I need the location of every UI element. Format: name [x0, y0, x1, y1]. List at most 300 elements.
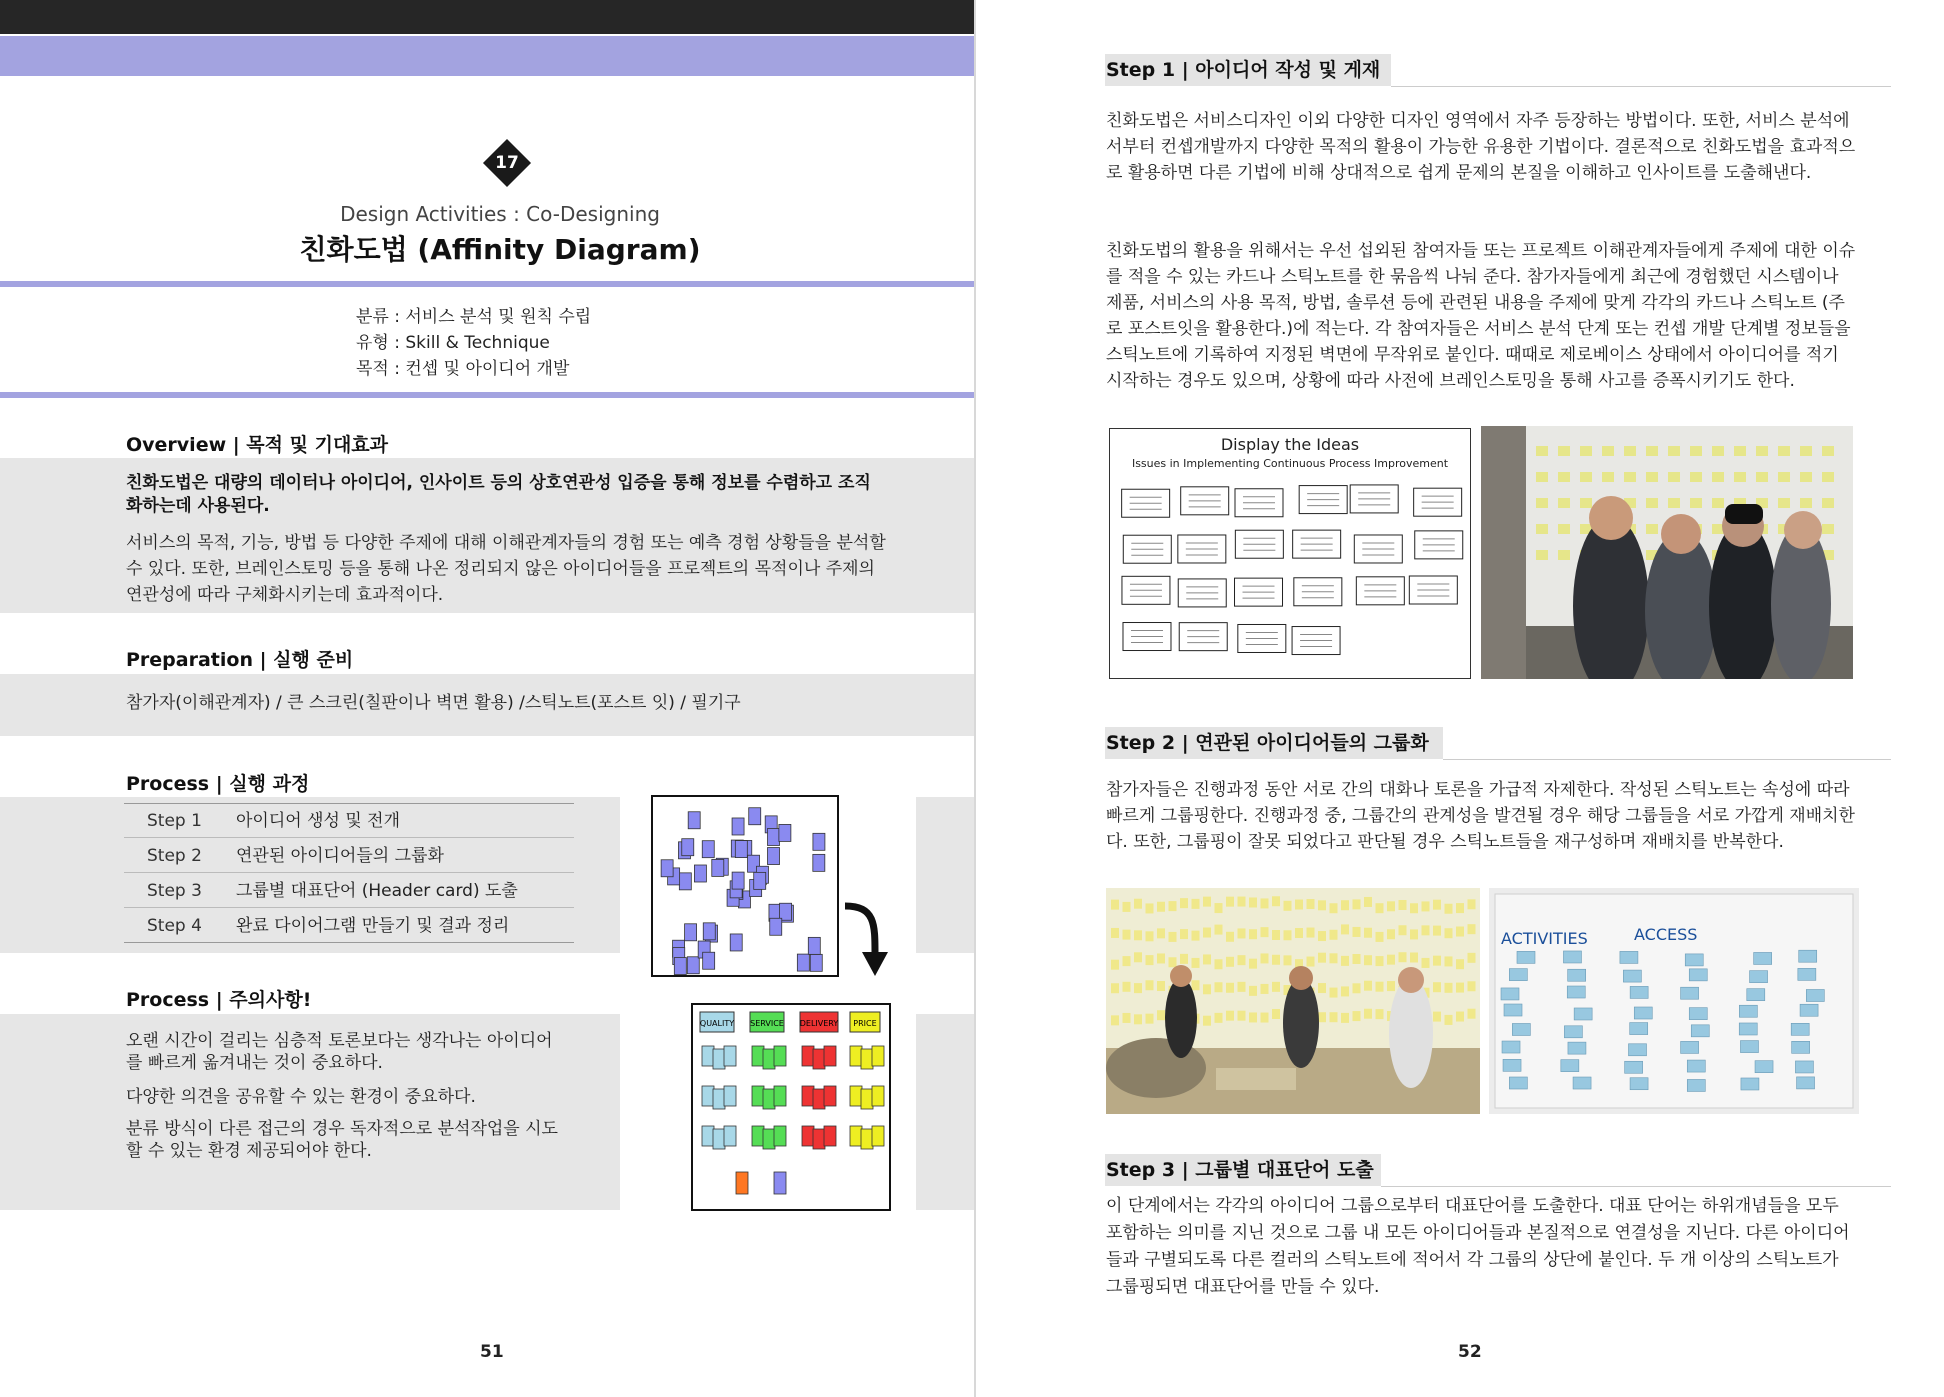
sticky-note [1445, 956, 1453, 966]
sticky-note [1504, 1004, 1522, 1016]
sticky-note [1180, 929, 1188, 939]
step3-paragraph: 이 단계에서는 각각의 아이디어 그룹으로부터 대표단어를 도출한다. 대표 단어는 하위개념들을 모두 포함하는 의미를 지닌 것으로 그룹 내 모든 아이디어들과 본질적으로 연결성을 지닌다. 다른 아이디어들과 구별되도록 다른 컬러의 스틱노트에 적어서 각 그룹의 상단에 붙인다. 두 개 이상의 스틱노트가 그룹핑되면 대표단어를 만들 수 있다. [1106, 1196, 1850, 1297]
sticky-note [1353, 927, 1361, 937]
sticky-note [1689, 1008, 1707, 1020]
step-number: Step 3 [147, 881, 202, 901]
step-number: Step 4 [147, 916, 202, 936]
sticky-note [1558, 524, 1570, 534]
heading-rule [1391, 86, 1891, 87]
sticky-note [1568, 1042, 1586, 1054]
sticky-note [1318, 931, 1326, 941]
sticky-note [1754, 952, 1772, 964]
sticky-note [1517, 951, 1535, 963]
sticky-note [802, 1126, 814, 1146]
sticky-note [1646, 498, 1658, 508]
sticky-note [1822, 524, 1834, 534]
sticky-note [1755, 1061, 1773, 1073]
sticky-note [1456, 983, 1464, 993]
sticky-note [1146, 931, 1154, 941]
sticky-note [1284, 901, 1292, 911]
sticky-note [813, 1129, 825, 1149]
step-number: Step 1 [147, 811, 202, 831]
process-step-3 [124, 874, 574, 908]
sticky-note [1215, 1013, 1223, 1023]
sticky-note [674, 958, 686, 975]
sticky-note [1249, 929, 1257, 939]
heading-rule [1381, 1186, 1891, 1187]
sticky-note [1238, 928, 1246, 938]
sticky-note [1341, 956, 1349, 966]
sticky-note [1512, 1023, 1530, 1035]
sticky-note [1272, 930, 1280, 940]
sticky-note [1580, 498, 1592, 508]
process-step-2 [124, 839, 574, 873]
sticky-note [1261, 1013, 1269, 1023]
arrow-head-icon [862, 952, 888, 976]
grouping-session-photo [1106, 888, 1480, 1114]
sticky-note [1364, 981, 1372, 991]
sticky-note [1261, 984, 1269, 994]
sticky-note [735, 841, 747, 858]
overview-summary: 친화도법은 대량의 데이터나 아이디어, 인사이트 등의 상호연관성 입증을 통해 정보를 수렴하고 조직화하는데 사용된다. [126, 473, 871, 516]
sticky-note [1399, 925, 1407, 935]
sticky-note [872, 1086, 884, 1106]
sticky-note [1630, 1078, 1648, 1090]
sticky-note [1689, 969, 1707, 981]
sticky-note [1422, 958, 1430, 968]
arrow-icon [845, 906, 875, 954]
sticky-note [1456, 1012, 1464, 1022]
sticky-note [1364, 897, 1372, 907]
sticky-note [1215, 959, 1223, 969]
heading-rule [1443, 759, 1891, 760]
sticky-note [1307, 899, 1315, 909]
sticky-note [1376, 956, 1384, 966]
sticky-note [724, 1086, 736, 1106]
page-number: 52 [1458, 1342, 1482, 1362]
sticky-note [1387, 901, 1395, 911]
sticky-note [1399, 900, 1407, 910]
step1-heading: Step 1 | 아이디어 작성 및 게재 [1105, 54, 1391, 86]
sticky-note [1134, 899, 1142, 909]
caution-item-1: 오랜 시간이 걸리는 심층적 토론보다는 생각나는 아이디어를 빠르게 옮겨내는 것이 중요하다. [126, 1031, 553, 1073]
step-number: Step 2 [147, 846, 202, 866]
sticky-note [1261, 898, 1269, 908]
sticky-note [1238, 982, 1246, 992]
sticky-note [702, 841, 714, 858]
sticky-note [1249, 986, 1257, 996]
sticky-note [1295, 928, 1303, 938]
sticky-note [1433, 1012, 1441, 1022]
sticky-note [1192, 899, 1200, 909]
sticky-note [802, 1046, 814, 1066]
sticky-note [1712, 446, 1724, 456]
sticky-note [1690, 446, 1702, 456]
sticky-note [1123, 956, 1131, 966]
sticky-note [824, 1086, 836, 1106]
sticky-note [1261, 927, 1269, 937]
sticky-note [1134, 983, 1142, 993]
sticky-note [813, 1089, 825, 1109]
sticky-note [850, 1126, 862, 1146]
access-label: ACCESS [1634, 925, 1698, 944]
step-label: 아이디어 생성 및 전개 [236, 811, 401, 831]
sticky-note [1681, 1041, 1699, 1053]
meta-purpose: 목적 : 컨셉 및 아이디어 개발 [356, 359, 570, 379]
sticky-note [1747, 989, 1765, 1001]
sticky-note [767, 848, 779, 865]
cautions-panel-right [916, 1014, 974, 1210]
affinity-diagram-illustration [650, 794, 900, 1214]
sticky-note [1192, 958, 1200, 968]
sticky-note [749, 808, 761, 825]
sticky-note [1468, 1009, 1476, 1019]
whiteboard-groups-photo [1489, 888, 1859, 1114]
header-band [0, 36, 974, 76]
top-bar [0, 0, 974, 34]
sticky-note [1215, 982, 1223, 992]
sticky-note [1157, 928, 1165, 938]
sticky-note [1192, 980, 1200, 990]
sticky-note [1249, 897, 1257, 907]
sticky-note [724, 1126, 736, 1146]
sticky-note [1111, 900, 1119, 910]
sticky-note [1756, 472, 1768, 482]
quality-label: QUALITY [699, 1019, 735, 1028]
sticky-note [752, 1046, 764, 1066]
sticky-note [1387, 981, 1395, 991]
sticky-note [1169, 932, 1177, 942]
sticky-note [779, 824, 791, 841]
sticky-note [1261, 953, 1269, 963]
sticky-note [1558, 550, 1570, 560]
sticky-note [768, 828, 780, 845]
sticky-note [1330, 1012, 1338, 1022]
sticky-note [824, 1046, 836, 1066]
sticky-note [1468, 981, 1476, 991]
sticky-note [1791, 1023, 1809, 1035]
sticky-note [1822, 446, 1834, 456]
idea-cards [1110, 429, 1471, 679]
sticky-note [1561, 1060, 1579, 1072]
sticky-note [1169, 957, 1177, 967]
sticky-note [1330, 988, 1338, 998]
process-heading: Process | 실행 과정 [126, 773, 310, 795]
sticky-note [702, 1126, 714, 1146]
sticky-note [1536, 446, 1548, 456]
people-at-whiteboard-photo [1481, 426, 1853, 679]
caution-item-3: 분류 방식이 다른 접근의 경우 독자적으로 분석작업을 시도 할 수 있는 환경 제공되어야 한다. [126, 1119, 558, 1161]
sticky-note [1800, 1004, 1818, 1016]
sticky-note [1687, 1079, 1705, 1091]
sticky-note [1445, 983, 1453, 993]
sticky-note [1563, 951, 1581, 963]
sticky-note [1573, 1077, 1591, 1089]
sticky-note [1739, 1023, 1757, 1035]
sticky-note [1580, 446, 1592, 456]
sticky-note [872, 1126, 884, 1146]
sticky-note [1629, 1044, 1647, 1056]
sticky-note [1536, 524, 1548, 534]
sticky-note [1410, 903, 1418, 913]
sticky-note [1134, 1014, 1142, 1024]
sticky-note [1353, 954, 1361, 964]
sticky-note [1318, 983, 1326, 993]
sticky-note [1795, 1061, 1813, 1073]
sticky-note [1146, 955, 1154, 965]
sticky-note [1353, 1011, 1361, 1021]
sticky-note [1687, 1060, 1705, 1072]
sticky-note [872, 1046, 884, 1066]
figure-subtitle: Issues in Implementing Continuous Process Improvement [1131, 457, 1449, 470]
sticky-note [732, 872, 744, 889]
sticky-note [730, 934, 742, 951]
sticky-note [1146, 903, 1154, 913]
sticky-note [1558, 472, 1570, 482]
step1-paragraph-2: 친화도법의 활용을 위해서는 우선 섭외된 참여자들 또는 프로젝트 이해관계자들에게 주제에 대한 이슈를 적을 수 있는 카드나 스틱노트를 한 묶음씩 나눠 준다. 참가자들에게 최근에 경험했던 시스템이나 제품, 서비스의 사용 목적, 방법, 솔루션 등에 관련된 내용을 주제에 맞게 각각의 카드나 스틱노트 (주로 포스트잇을 활용한다.)에 적는다. 각 참여자들은 서비스 분석 단계 또는 컨셉 개발 단계별 정보들을 스틱노트에 기록하여 지정된 벽면에 무작위로 붙인다. 때때로 제로베이스 상태에서 아이디어를 적기 시작하는 경우도 있으며, 상황에 따라 사전에 브레인스토밍을 통해 사고를 증폭시키기도 한다. [1106, 241, 1856, 391]
sticky-note [1134, 952, 1142, 962]
sticky-note [1501, 988, 1519, 1000]
sticky-note [1445, 928, 1453, 938]
price-label: PRICE [853, 1019, 877, 1028]
sticky-note [802, 1086, 814, 1106]
sticky-note [752, 1126, 764, 1146]
sticky-note [774, 1046, 786, 1066]
sticky-note [1797, 1077, 1815, 1089]
sticky-note [1620, 951, 1638, 963]
sticky-note [774, 1086, 786, 1106]
sticky-note [861, 1089, 873, 1109]
sticky-note [1341, 986, 1349, 996]
right-page [976, 0, 1944, 1397]
sticky-note [1307, 928, 1315, 938]
sticky-note [1318, 1012, 1326, 1022]
sticky-note [813, 833, 825, 850]
sticky-note [1123, 902, 1131, 912]
sticky-note [1376, 932, 1384, 942]
preparation-heading: Preparation | 실행 준비 [126, 649, 354, 671]
sticky-note [1798, 968, 1816, 980]
sticky-note [861, 1049, 873, 1069]
sticky-note [1509, 969, 1527, 981]
divider [0, 281, 974, 287]
sticky-note [1445, 1015, 1453, 1025]
sticky-note [1249, 959, 1257, 969]
process-panel-right [916, 797, 974, 953]
sticky-note [1509, 1077, 1527, 1089]
sticky-note [1741, 1078, 1759, 1090]
sticky-note [1822, 472, 1834, 482]
sticky-note [732, 818, 744, 835]
sticky-note [1536, 550, 1548, 560]
chapter-number: 17 [495, 153, 519, 173]
sticky-note [1800, 498, 1812, 508]
sticky-note [1778, 472, 1790, 482]
sticky-note [1750, 971, 1768, 983]
sticky-note [1668, 498, 1680, 508]
step3-heading: Step 3 | 그룹별 대표단어 도출 [1105, 1154, 1381, 1186]
sticky-note [1422, 925, 1430, 935]
sticky-note [1203, 928, 1211, 938]
sticky-note [1215, 925, 1223, 935]
sticky-note [1602, 472, 1614, 482]
sticky-note [1799, 950, 1817, 962]
sticky-note [1778, 446, 1790, 456]
sticky-note [688, 812, 700, 829]
sticky-note [1318, 900, 1326, 910]
sticky-note [1685, 954, 1703, 966]
meta-type: 유형 : Skill & Technique [356, 333, 550, 353]
sticky-note [1111, 960, 1119, 970]
sticky-note [1646, 524, 1658, 534]
sticky-note [1690, 498, 1702, 508]
sticky-note [1739, 1005, 1757, 1017]
sticky-note [1433, 900, 1441, 910]
divider [0, 392, 974, 398]
sticky-note [1226, 983, 1234, 993]
sticky-note [1800, 446, 1812, 456]
sticky-note [1123, 1013, 1131, 1023]
sticky-note [1630, 986, 1648, 998]
sticky-note [679, 873, 691, 890]
sticky-note [1634, 1007, 1652, 1019]
sticky-note [850, 1046, 862, 1066]
sticky-note [702, 1046, 714, 1066]
sticky-note [703, 952, 715, 969]
step-label: 완료 다이어그램 만들기 및 결과 정리 [236, 916, 510, 936]
sticky-note [1123, 982, 1131, 992]
sticky-note [774, 1126, 786, 1146]
caution-item-2: 다양한 의견을 공유할 수 있는 환경이 중요하다. [126, 1087, 476, 1107]
sticky-note [1226, 957, 1234, 967]
sticky-note [1364, 955, 1372, 965]
figure-title: Display the Ideas [1220, 435, 1360, 454]
step1-paragraph-1: 친화도법은 서비스디자인 이외 다양한 디자인 영역에서 자주 등장하는 방법이다. 또한, 서비스 분석에서부터 컨셉개발까지 다양한 목적의 활용이 가능한 유용한 기법이다. 결론적으로 친화도법을 효과적으로 활용하면 다른 기법에 비해 상대적으로 쉽게 문제의 본질을 이해하고 인사이트를 도출해낸다. [1106, 111, 1856, 183]
sticky-note [1272, 955, 1280, 965]
sticky-note [1568, 969, 1586, 981]
sticky-note [1734, 446, 1746, 456]
sticky-note [1691, 1025, 1709, 1037]
sticky-note [1111, 983, 1119, 993]
page-title: 친화도법 (Affinity Diagram) [299, 233, 701, 266]
process-step-4 [124, 909, 574, 943]
sticky-note [1238, 1011, 1246, 1021]
service-label: SERVICE [750, 1019, 784, 1028]
sticky-note [810, 954, 822, 971]
sticky-note [1203, 897, 1211, 907]
sticky-note [1806, 989, 1824, 1001]
sticky-note [770, 918, 782, 935]
sticky-note [1433, 926, 1441, 936]
loose-sticky-note [736, 1172, 748, 1194]
sticky-note [1558, 446, 1570, 456]
sticky-note [1756, 446, 1768, 456]
sticky-note [1272, 896, 1280, 906]
sticky-note [1376, 903, 1384, 913]
page-number: 51 [480, 1342, 504, 1362]
sticky-note [1602, 446, 1614, 456]
sticky-note [685, 924, 697, 941]
sticky-note [1272, 982, 1280, 992]
sticky-note [1341, 900, 1349, 910]
sticky-note [1502, 1041, 1520, 1053]
sticky-note [1226, 1011, 1234, 1021]
sticky-note [1364, 928, 1372, 938]
sticky-note [1249, 1012, 1257, 1022]
sticky-note [724, 1046, 736, 1066]
sticky-note [713, 1049, 725, 1069]
sticky-note [1456, 927, 1464, 937]
sticky-note [1169, 901, 1177, 911]
sticky-note [1623, 970, 1641, 982]
sticky-note [813, 854, 825, 871]
sticky-note [1203, 1016, 1211, 1026]
sticky-note [713, 1089, 725, 1109]
sticky-note [813, 1049, 825, 1069]
sticky-note [1646, 446, 1658, 456]
sticky-note [763, 1089, 775, 1109]
sticky-note [1272, 1009, 1280, 1019]
sticky-note [712, 859, 724, 876]
sticky-note [713, 1129, 725, 1149]
sticky-note [1226, 932, 1234, 942]
sticky-note [1410, 952, 1418, 962]
sticky-note [824, 1126, 836, 1146]
sticky-note [1564, 1026, 1582, 1038]
sticky-note [1330, 903, 1338, 913]
sticky-note [1330, 953, 1338, 963]
sticky-note [754, 872, 766, 889]
sticky-note [1238, 897, 1246, 907]
sticky-note [1445, 904, 1453, 914]
overview-text: 서비스의 목적, 기능, 방법 등 다양한 주제에 대해 이해관계자들의 경험 또는 예측 경험 상황들을 분석할 수 있다. 또한, 브레인스토밍 등을 통해 나온 정리되지 않은 아이디어들을 프로젝트의 목적이나 주제의 연관성에 따라 구체화시키는데 효과적이다. [126, 533, 886, 605]
sticky-note [808, 937, 820, 954]
sticky-note [797, 954, 809, 971]
sticky-note [1800, 472, 1812, 482]
sticky-note [1353, 983, 1361, 993]
sticky-note [1157, 953, 1165, 963]
loose-sticky-note [774, 1172, 786, 1194]
sticky-note [1778, 498, 1790, 508]
sticky-note [1625, 1061, 1643, 1073]
sticky-note [1536, 498, 1548, 508]
sticky-note [1712, 472, 1724, 482]
sticky-note [1410, 929, 1418, 939]
sticky-note [1226, 897, 1234, 907]
sticky-note [1399, 952, 1407, 962]
sticky-note [1376, 1009, 1384, 1019]
sticky-note [1536, 472, 1548, 482]
sticky-note [1341, 1013, 1349, 1023]
sticky-note [661, 860, 673, 877]
step-label: 연관된 아이디어들의 그룹화 [236, 846, 444, 866]
sticky-note [1330, 930, 1338, 940]
sticky-note [1624, 472, 1636, 482]
sticky-note [1203, 954, 1211, 964]
sticky-note [1157, 902, 1165, 912]
sticky-note [1215, 903, 1223, 913]
sticky-note [687, 957, 699, 974]
sticky-note [1180, 954, 1188, 964]
sticky-note [1111, 928, 1119, 938]
sticky-note [702, 1086, 714, 1106]
sticky-note [1792, 1041, 1810, 1053]
sticky-note [1558, 498, 1570, 508]
sticky-note [1433, 956, 1441, 966]
sticky-note [763, 1049, 775, 1069]
sticky-note [1712, 498, 1724, 508]
sticky-note [763, 1129, 775, 1149]
